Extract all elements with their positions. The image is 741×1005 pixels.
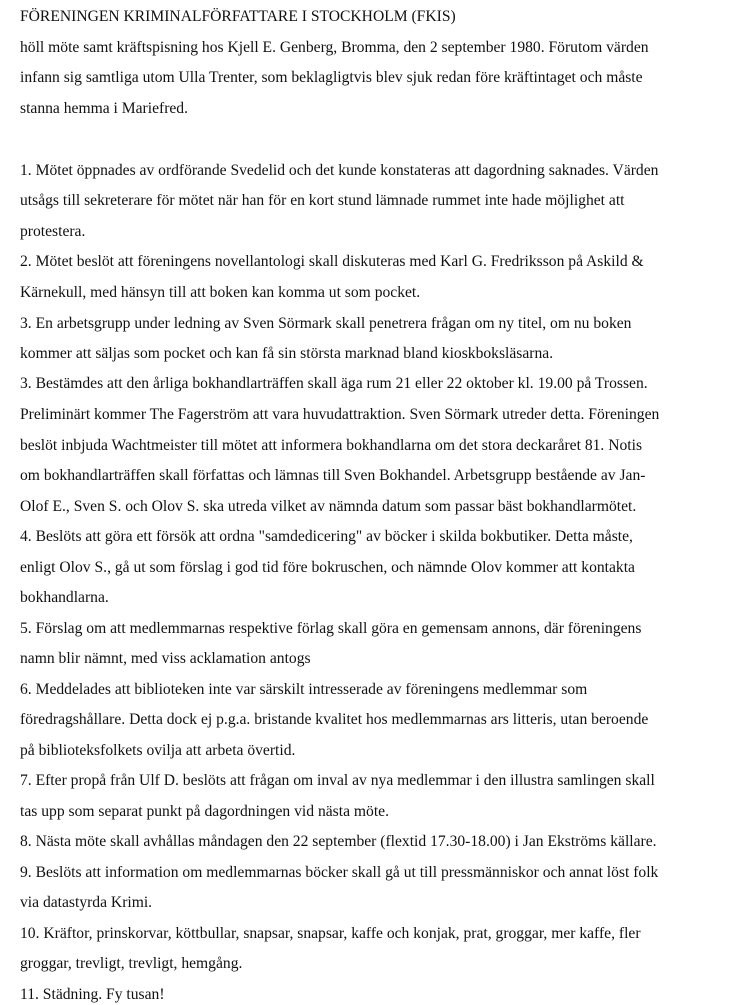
item-line: beslöt inbjuda Wachtmeister till mötet att informera bokhandlarna om det stora deckaråret 81. Notis <box>20 437 643 454</box>
item-line: föredragshållare. Detta dock ej p.g.a. bristande kvalitet hos medlemmarnas ars litteris, utan beroende <box>20 711 649 728</box>
intro-line: infann sig samtliga utom Ulla Trenter, som beklagligtvis blev sjuk redan före kräftintaget och måste <box>20 69 643 86</box>
item-line: Olof E., Sven S. och Olov S. ska utreda vilket av nämnda datum som passar bäst bokhandlarmötet. <box>20 498 637 515</box>
item-line: 2. Mötet beslöt att föreningens novellantologi skall diskuteras med Karl G. Fredriksson på Askild & <box>20 253 644 270</box>
item-line: protestera. <box>20 223 86 240</box>
item-line: utsågs till sekreterare för mötet när han för en kort stund lämnade rummet inte hade möjlighet att <box>20 192 625 209</box>
item-line: 10. Kräftor, prinskorvar, köttbullar, snapsar, snapsar, kaffe och konjak, prat, groggar, mer kaffe, fler <box>20 925 641 942</box>
item-line: namn blir nämnt, med viss acklamation antogs <box>20 650 311 667</box>
item-line: via datastyrda Krimi. <box>20 894 153 911</box>
document-heading: FÖRENINGEN KRIMINALFÖRFATTARE I STOCKHOLM (FKIS) <box>20 8 456 25</box>
item-line: 8. Nästa möte skall avhållas måndagen den 22 september (flextid 17.30-18.00) i Jan Ekströms källare. <box>20 833 657 850</box>
item-line: kommer att säljas som pocket och kan få sin största marknad bland kioskboksläsarna. <box>20 345 554 362</box>
item-line: 7. Efter propå från Ulf D. beslöts att frågan om inval av nya medlemmar i den illustra samlingen skall <box>20 772 655 789</box>
item-line: 4. Beslöts att göra ett försök att ordna "samdedicering" av böcker i skilda bokbutiker. Detta måste, <box>20 528 633 545</box>
item-line: 5. Förslag om att medlemmarnas respektive förlag skall göra en gemensam annons, där föreningens <box>20 620 642 637</box>
item-line: groggar, trevligt, trevligt, hemgång. <box>20 955 243 972</box>
item-line: 3. Bestämdes att den årliga bokhandlarträffen skall äga rum 21 eller 22 oktober kl. 19.00 på Trossen. <box>20 375 648 392</box>
item-line: 9. Beslöts att information om medlemmarnas böcker skall gå ut till pressmänniskor och annat löst folk <box>20 864 659 881</box>
item-line: Kärnekull, med hänsyn till att boken kan komma ut som pocket. <box>20 284 421 301</box>
intro-line: höll möte samt kräftspisning hos Kjell E. Genberg, Bromma, den 2 september 1980. Förutom värden <box>20 39 649 56</box>
item-line: 11. Städning. Fy tusan! <box>20 986 165 1003</box>
intro-line: stanna hemma i Mariefred. <box>20 100 188 117</box>
item-line: om bokhandlarträffen skall författas och lämnas till Sven Bokhandel. Arbetsgrupp bestående av Jan- <box>20 467 646 484</box>
item-line: tas upp som separat punkt på dagordningen vid nästa möte. <box>20 803 389 820</box>
item-line: bokhandlarna. <box>20 589 109 606</box>
item-line: 6. Meddelades att biblioteken inte var särskilt intresserade av föreningens medlemmar som <box>20 681 588 698</box>
item-line: 3. En arbetsgrupp under ledning av Sven Sörmark skall penetrera frågan om ny titel, om nu boken <box>20 315 632 332</box>
item-line: Preliminärt kommer The Fagerström att vara huvudattraktion. Sven Sörmark utreder detta. Föreningen <box>20 406 660 423</box>
item-line: 1. Mötet öppnades av ordförande Svedelid och det kunde konstateras att dagordning saknades. Värden <box>20 162 659 179</box>
item-line: på biblioteksfolkets ovilja att arbeta övertid. <box>20 742 296 759</box>
item-line: enligt Olov S., gå ut som förslag i god tid före bokruschen, och nämnde Olov kommer att kontakta <box>20 559 635 576</box>
